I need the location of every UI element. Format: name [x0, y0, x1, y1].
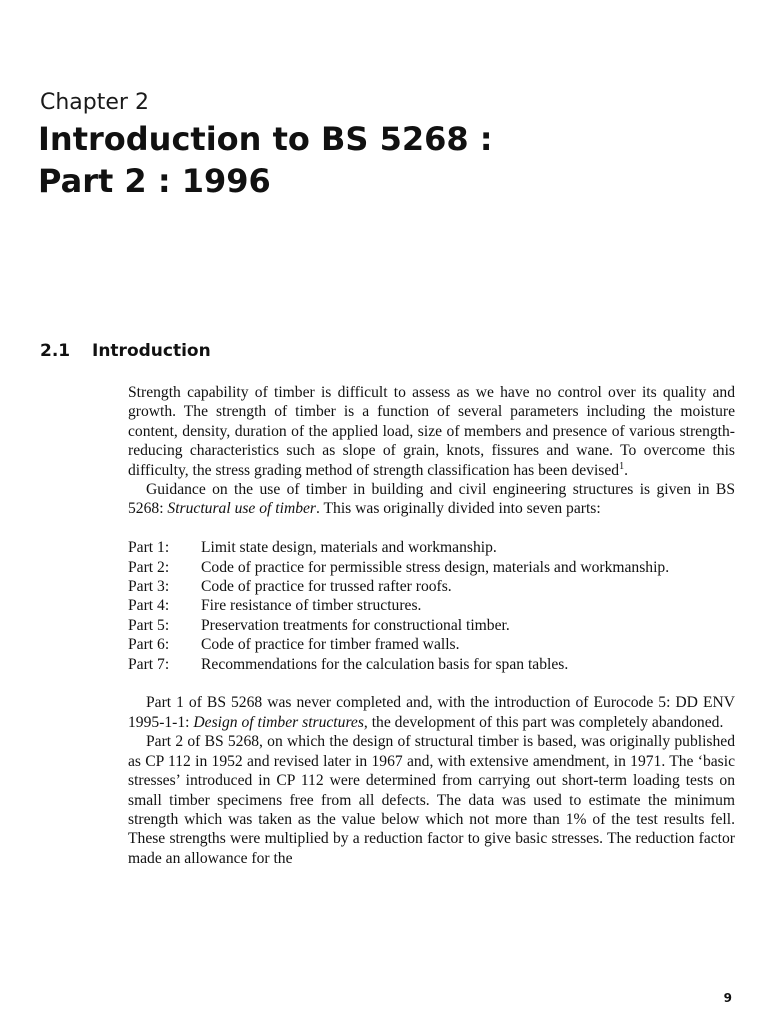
- list-item: [128, 577, 735, 596]
- part-label: Part 7:: [128, 655, 170, 673]
- paragraph-1: [128, 383, 735, 480]
- part-label: Part 4:: [128, 597, 170, 615]
- list-item: [128, 635, 735, 654]
- part-text: Preservation treatments for constructional timber.: [201, 616, 510, 634]
- part-text: Code of practice for permissible stress design, materials and workmanship.: [201, 558, 670, 576]
- part-label: Part 1:: [128, 539, 170, 557]
- paragraph-1-text: Strength capability of timber is difficult to assess as we have no control over its quality and growth. The strength of timber is a function of several parameters including the moisture content, density, duration of the applied load, size of members and presence of various strength-reducing characteristics such as slope of grain, knots, fissures and wane. To overcome this difficulty, the stress grading method of strength classification has been devised: [128, 384, 735, 479]
- parts-list: [128, 538, 735, 674]
- paragraph-2-text-b: . This was originally divided into seven parts:: [316, 500, 601, 518]
- body-text: [128, 383, 735, 868]
- section-title: Introduction: [92, 341, 211, 361]
- part-label: Part 3:: [128, 578, 170, 596]
- paragraph-3-text-b: , the development of this part was completely abandoned.: [363, 713, 724, 731]
- part-text: Code of practice for timber framed walls.: [201, 636, 460, 654]
- list-item: [128, 596, 735, 615]
- page-number: 9: [723, 991, 732, 1005]
- part-label: Part 5:: [128, 616, 170, 634]
- paragraph-4: Part 2 of BS 5268, on which the design of structural timber is based, was originally published as CP 112 in 1952 and revised later in 1967 and, with extensive amendment, in 1971. The ‘basic stresses’ introduced in CP 112 were determined from carrying out short-term loading tests on small timber specimens free from all defects. The data was used to estimate the minimum strength which was taken as the value below which not more than 1% of the test results fell. These strengths were multiplied by a reduction factor to give basic stresses. The reduction factor made an allowance for the: [128, 733, 735, 867]
- chapter-title-line-1: Introduction to BS 5268 :: [38, 120, 493, 158]
- part-text: Limit state design, materials and workmanship.: [201, 539, 497, 557]
- chapter-title-line-2: Part 2 : 1996: [38, 162, 271, 200]
- paragraph-3-italic: Design of timber structures: [193, 713, 364, 731]
- paragraph-3-text-a: Part 1 of BS 5268 was never completed and, with the introduction of Eurocode 5: DD ENV 1995-1-1:: [128, 694, 735, 731]
- list-item: [128, 616, 735, 635]
- part-text: Recommendations for the calculation basis for span tables.: [201, 655, 569, 673]
- section-number: 2.1: [40, 341, 71, 361]
- chapter-title: [38, 118, 738, 202]
- part-label: Part 6:: [128, 636, 170, 654]
- list-item: [128, 655, 735, 674]
- section-heading: [40, 341, 211, 361]
- chapter-label: Chapter 2: [40, 90, 149, 115]
- paragraph-1-end: .: [624, 461, 628, 479]
- part-text: Code of practice for trussed rafter roofs.: [201, 578, 452, 596]
- list-item: [128, 538, 735, 557]
- part-label: Part 2:: [128, 558, 170, 576]
- part-text: Fire resistance of timber structures.: [201, 597, 422, 615]
- paragraph-2-text-a: Guidance on the use of timber in building and civil engineering structures is given in BS 5268:: [128, 481, 735, 518]
- paragraph-3: [128, 693, 735, 732]
- list-item: [128, 558, 735, 577]
- paragraph-2: [128, 480, 735, 519]
- footnote-ref: 1: [619, 460, 625, 472]
- paragraph-2-italic: Structural use of timber: [167, 500, 316, 518]
